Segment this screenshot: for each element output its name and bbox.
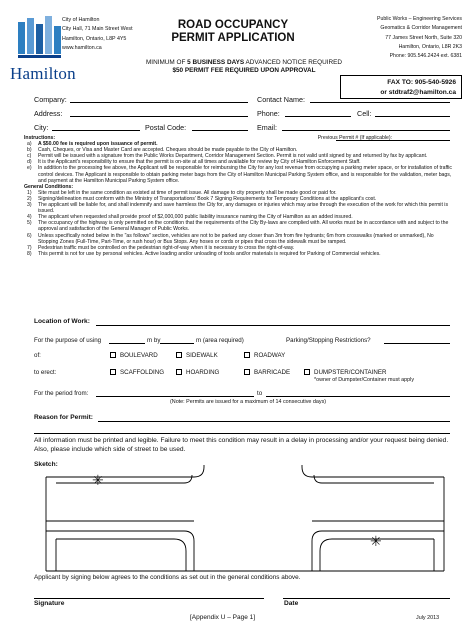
option-boulevard[interactable]: BOULEVARD: [110, 352, 158, 359]
cell-field[interactable]: [375, 116, 450, 117]
period-from-label: For the period from:: [34, 390, 89, 397]
purpose-label: For the purpose of using: [34, 337, 102, 344]
parking-restrictions-field[interactable]: [384, 343, 450, 344]
general-condition-item: 2) Signing/delineation must conform with the Ministry of Transportations' Book 7 Signing Requirements for Temporary Conditions at the applicant's cost.: [27, 195, 377, 202]
general-condition-item: 7) Pedestrian traffic must be controlled on the pedestrian right-of-way when it is necessary to cross the right-of-way.: [27, 244, 295, 251]
length-field[interactable]: [109, 343, 145, 344]
area-label: m (area required): [196, 337, 244, 344]
city-label: City:: [34, 123, 49, 132]
period-to-label: to: [257, 390, 263, 397]
phone-label: Phone:: [257, 109, 280, 118]
instructions-heading: Instructions:: [24, 135, 56, 141]
email-field[interactable]: [282, 130, 450, 131]
postal-code-label: Postal Code:: [145, 123, 187, 132]
checkbox-icon[interactable]: [304, 369, 310, 375]
m-by-label: m by: [147, 337, 161, 344]
checkbox-icon[interactable]: [110, 369, 116, 375]
period-from-field[interactable]: [96, 396, 254, 397]
option-barricade[interactable]: BARRICADE: [244, 369, 290, 376]
streetlight-icon: ✳: [370, 533, 382, 549]
signature-label: Signature: [34, 600, 65, 607]
streetlight-icon: ✳: [92, 472, 104, 488]
parking-restrictions-label: Parking/Stopping Restrictions?: [286, 337, 371, 344]
option-roadway[interactable]: ROADWAY: [244, 352, 285, 359]
contact-name-label: Contact Name:: [257, 95, 305, 104]
owner-note: *owner of Dumpster/Container must apply: [314, 377, 415, 383]
of-label: of:: [34, 352, 41, 359]
previous-permit-field[interactable]: [336, 140, 450, 141]
city-field[interactable]: [52, 130, 140, 131]
legibility-notice: All information must be printed and legible. Failure to meet this condition may result in a delay in processing and/or your request being denied. Also, please include which side of street to be used.: [34, 437, 449, 453]
page-title: ROAD OCCUPANCY PERMIT APPLICATION: [171, 19, 295, 44]
erect-label: to erect:: [34, 369, 57, 376]
previous-permit-label: Previous Permit # (If applicable):: [317, 135, 392, 141]
instruction-item: c) Permit will be issued with a signature from the Public Works Department, Corridor Management Section. Permit is not valid until signed by and returned by fax by applicant.: [27, 153, 428, 160]
footer-date: July 2013: [416, 615, 440, 621]
fax-box: FAX TO: 905-540-5926 or stdtraf2@hamilton.ca: [340, 75, 462, 99]
general-condition-item: 3) The applicant will be liable for, and shall indemnify and save harmless the City for, any damages or injuries which may arise through the execution of the work for which this permit is issued.: [27, 202, 449, 215]
option-dumpster[interactable]: DUMPSTER/CONTAINER: [304, 369, 386, 376]
checkbox-icon[interactable]: [176, 369, 182, 375]
width-field[interactable]: [160, 343, 194, 344]
reason-heading: Reason for Permit:: [34, 414, 93, 421]
email-label: Email:: [257, 123, 277, 132]
contact-name-field[interactable]: [310, 102, 450, 103]
reason-field-1[interactable]: [98, 421, 450, 422]
advance-notice: MINIMUM OF 5 BUSINESS DAYS ADVANCED NOTICE REQUIRED $50 PERMIT FEE REQUIRED UPON APPROVAL: [145, 59, 343, 75]
logo-wordmark: Hamilton: [10, 64, 76, 83]
general-condition-item: 8) This permit is not for use by personal vehicles. Active loading and/or unloading of tools and/or materials is required for Parking of Commercial vehicles.: [27, 250, 381, 257]
agreement-text: Applicant by signing below agrees to the conditions as set out in the general conditions above.: [34, 574, 301, 581]
instruction-item: d) It is the Applicant's responsibility to ensure that the permit is on-site at all times and available for review by City of Hamilton Enforcement Staff.: [27, 159, 361, 166]
postal-code-field[interactable]: [192, 130, 248, 131]
general-condition-item: 4) The applicant when requested shall provide proof of $2,000,000 public liability insurance naming the City of Hamilton as an added insured.: [27, 214, 353, 221]
option-sidewalk[interactable]: SIDEWALK: [176, 352, 218, 359]
city-address: City of Hamilton City Hall, 71 Main Street West Hamilton, Ontario, L8P 4Y5 www.hamilton.ca: [62, 17, 133, 51]
reason-field-2[interactable]: [34, 433, 450, 434]
department-address: Public Works – Engineering Services Geomatics & Corridor Management 77 James Street North, Suite 320 Hamilton, Ontario, L8R 2K3 Phone: 905.546.2424 ext. 6381: [377, 16, 462, 60]
general-condition-item: 1) Site must be left in the same condition as existed at time of permit issue. All damage to city property shall be made good or paid for.: [27, 189, 337, 196]
general-conditions-heading: General Conditions:: [24, 183, 74, 190]
checkbox-icon[interactable]: [244, 369, 250, 375]
date-label: Date: [284, 600, 299, 607]
period-note: (Note: Permits are issued for a maximum of 14 consecutive days): [170, 399, 327, 405]
period-to-field[interactable]: [266, 396, 450, 397]
page-footer: [Appendix U – Page 1]: [190, 614, 256, 621]
sketch-label: Sketch:: [34, 461, 58, 468]
location-field[interactable]: [96, 325, 450, 326]
location-heading: Location of Work:: [34, 318, 90, 325]
address-field[interactable]: [70, 116, 248, 117]
hamilton-logo-icon: [12, 14, 68, 66]
company-field[interactable]: [70, 102, 248, 103]
cell-label: Cell:: [357, 109, 372, 118]
option-scaffolding[interactable]: SCAFFOLDING: [110, 369, 164, 376]
date-field[interactable]: [283, 598, 450, 599]
general-condition-item: 5) The occupancy of the highway is only permitted on the condition that the requirements of the City By-laws are complied with. All works must be in accordance with and subject to the approval and satisfaction of the General Manager of Public Works.: [27, 220, 449, 233]
instruction-item: e) In addition to the processing fee above, the Applicant will be responsible for reimbursing the City for any lost revenue from occupying a parking meter space, or for installation of traffic control devices. The Applicant is responsible to obtain parking meter bags from the City of Hamilton Municipal Parking System office, and is responsible for the validation, meter bags, and payment at the Hamilton Municipal Parking System office.: [27, 165, 452, 184]
address-label: Address:: [34, 109, 63, 118]
instruction-item: a) A $50.00 fee is required upon issuance of permit.: [27, 141, 158, 148]
general-condition-item: 6) Unless specifically noted below in the "as follows" section, vehicles are not to be parked any closer than 3m from fire hydrants; 6m from crosswalks (marked or unmarked), No Stopping Zones (Full-Time, Part-Time, or rush hour) or Bus Stops. Any hoses or cords or pipes that cross the sidewalk must be ramped.: [27, 232, 434, 245]
checkbox-icon[interactable]: [244, 352, 250, 358]
company-label: Company:: [34, 95, 67, 104]
signature-field[interactable]: [34, 598, 264, 599]
option-hoarding[interactable]: HOARDING: [176, 369, 219, 376]
checkbox-icon[interactable]: [176, 352, 182, 358]
instruction-item: b) Cash, Cheques, or Visa and Master Card are accepted. Cheques should be made payable to the City of Hamilton.: [27, 147, 298, 154]
checkbox-icon[interactable]: [110, 352, 116, 358]
instructions: [24, 135, 454, 257]
phone-field[interactable]: [285, 116, 351, 117]
